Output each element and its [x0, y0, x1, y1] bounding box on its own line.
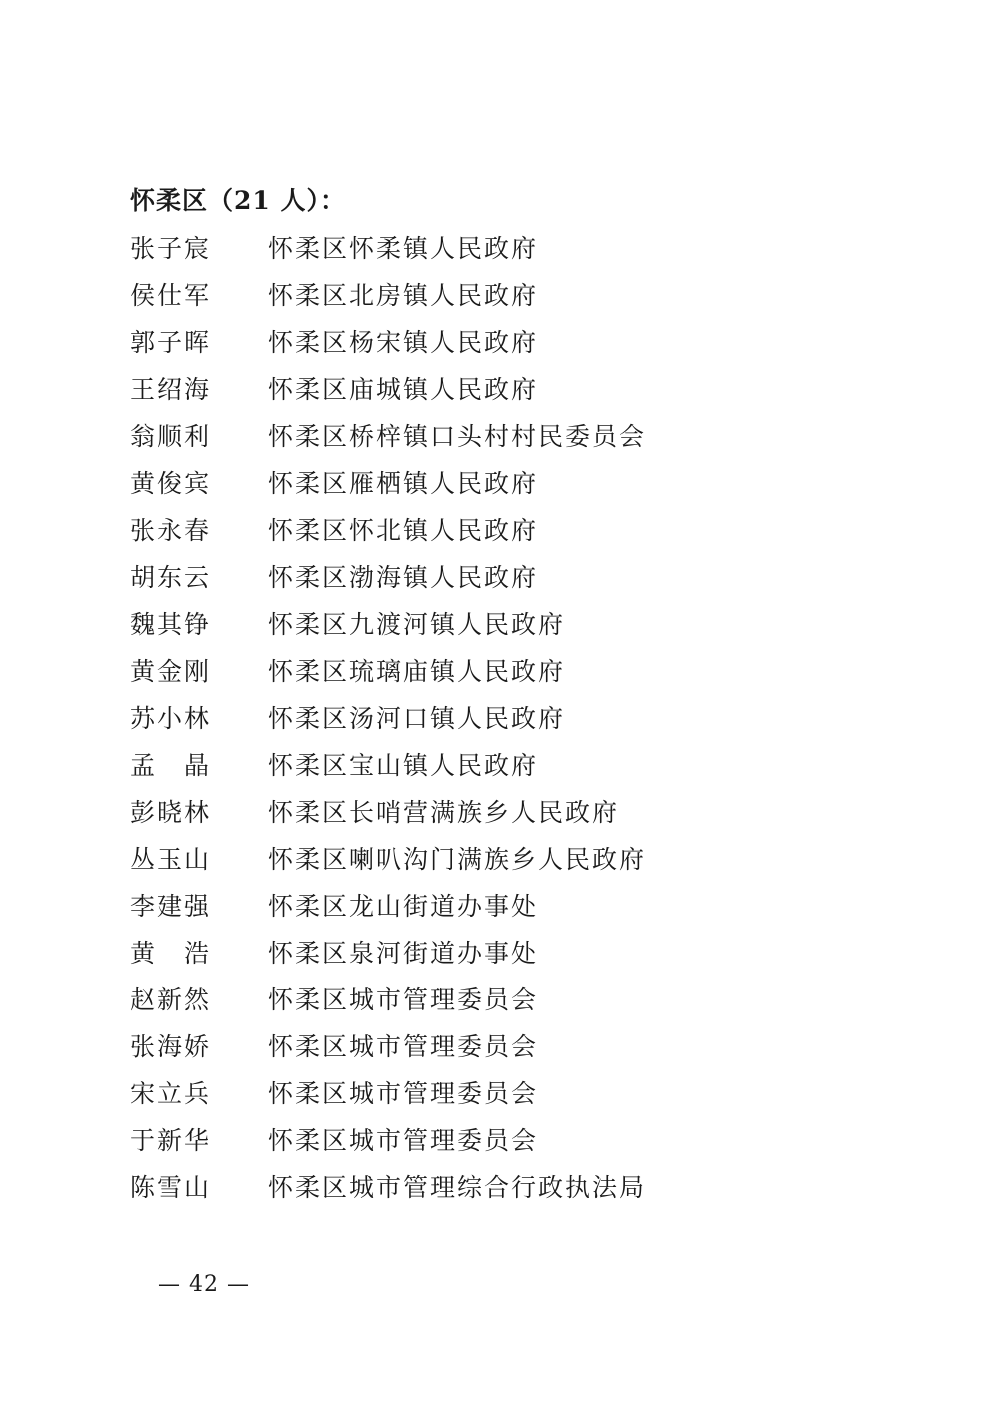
- person-name: 黄金刚: [130, 656, 212, 686]
- organization-name: 怀柔区宝山镇人民政府: [268, 750, 539, 780]
- organization-name: 怀柔区喇叭沟门满族乡人民政府: [268, 844, 647, 874]
- organization-name: 怀柔区庙城镇人民政府: [268, 375, 539, 405]
- organization-name: 怀柔区城市管理委员会: [268, 1126, 539, 1156]
- organization-name: 怀柔区琉璃庙镇人民政府: [268, 656, 566, 686]
- list-item: [130, 224, 890, 271]
- roster-list: [130, 224, 890, 1210]
- person-name: 郭子晖: [130, 328, 212, 358]
- list-item: [130, 365, 890, 412]
- list-item: [130, 975, 890, 1022]
- list-item: [130, 928, 890, 975]
- page-number: — 42 —: [158, 1272, 250, 1297]
- organization-name: 怀柔区城市管理委员会: [268, 985, 539, 1015]
- person-name: 张永春: [130, 516, 212, 546]
- person-name: 于新华: [130, 1126, 212, 1156]
- person-name: 胡东云: [130, 563, 212, 593]
- person-name: 李建强: [130, 891, 212, 921]
- organization-name: 怀柔区泉河街道办事处: [268, 938, 539, 968]
- organization-name: 怀柔区桥梓镇口头村村民委员会: [268, 422, 647, 452]
- person-name: 宋立兵: [130, 1079, 212, 1109]
- person-name: 陈雪山: [130, 1173, 212, 1203]
- person-name: 翁顺利: [130, 422, 212, 452]
- person-name: 侯仕军: [130, 281, 212, 311]
- list-item: [130, 506, 890, 553]
- person-name: 苏小林: [130, 703, 212, 733]
- list-item: [130, 881, 890, 928]
- person-name: 黄俊宾: [130, 469, 212, 499]
- list-item: [130, 646, 890, 693]
- list-item: [130, 1116, 890, 1163]
- list-item: [130, 553, 890, 600]
- list-item: [130, 459, 890, 506]
- list-item: [130, 787, 890, 834]
- organization-name: 怀柔区汤河口镇人民政府: [268, 703, 566, 733]
- organization-name: 怀柔区城市管理综合行政执法局: [268, 1173, 647, 1203]
- list-item: [130, 1069, 890, 1116]
- person-name: 孟 晶: [130, 750, 212, 780]
- person-name: 魏其铮: [130, 609, 212, 639]
- section-title: 怀柔区（21 人）：: [130, 186, 346, 215]
- organization-name: 怀柔区九渡河镇人民政府: [268, 609, 566, 639]
- list-item: [130, 693, 890, 740]
- person-name: 黄 浩: [130, 938, 212, 968]
- person-name: 丛玉山: [130, 844, 212, 874]
- list-item: [130, 1163, 890, 1210]
- organization-name: 怀柔区杨宋镇人民政府: [268, 328, 539, 358]
- person-name: 张子宸: [130, 234, 212, 264]
- organization-name: 怀柔区怀柔镇人民政府: [268, 234, 539, 264]
- list-item: [130, 412, 890, 459]
- person-name: 彭晓林: [130, 797, 212, 827]
- organization-name: 怀柔区渤海镇人民政府: [268, 563, 539, 593]
- person-name: 张海娇: [130, 1032, 212, 1062]
- list-item: [130, 271, 890, 318]
- list-item: [130, 740, 890, 787]
- organization-name: 怀柔区长哨营满族乡人民政府: [268, 797, 620, 827]
- list-item: [130, 318, 890, 365]
- organization-name: 怀柔区雁栖镇人民政府: [268, 469, 539, 499]
- person-name: 赵新然: [130, 985, 212, 1015]
- list-item: [130, 834, 890, 881]
- organization-name: 怀柔区北房镇人民政府: [268, 281, 539, 311]
- organization-name: 怀柔区怀北镇人民政府: [268, 516, 539, 546]
- organization-name: 怀柔区龙山街道办事处: [268, 891, 539, 921]
- organization-name: 怀柔区城市管理委员会: [268, 1032, 539, 1062]
- list-item: [130, 1022, 890, 1069]
- person-name: 王绍海: [130, 375, 212, 405]
- organization-name: 怀柔区城市管理委员会: [268, 1079, 539, 1109]
- list-item: [130, 600, 890, 647]
